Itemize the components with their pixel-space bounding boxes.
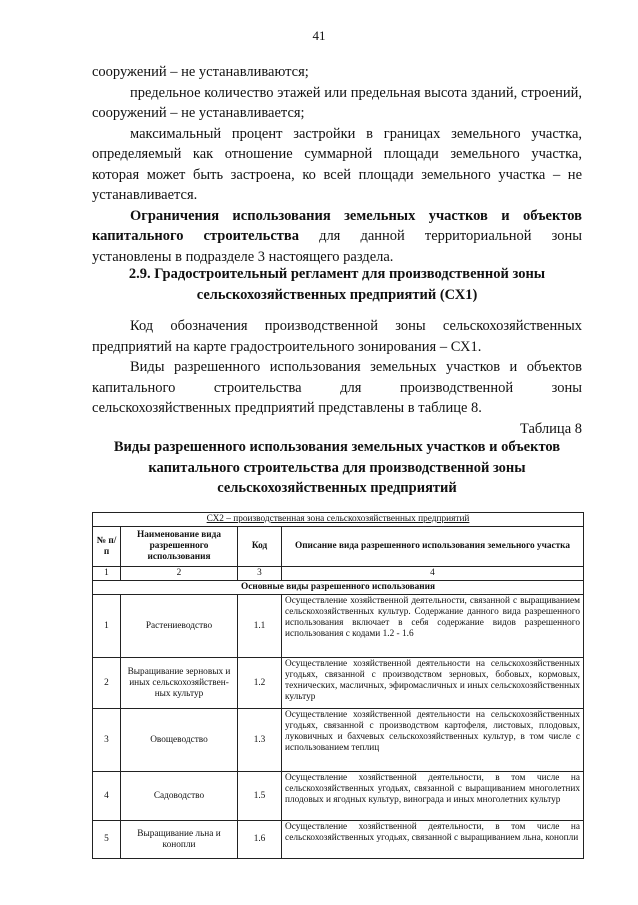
row-number: 5 — [93, 821, 121, 859]
header-name: Наименование вида разрешенного использования — [121, 527, 238, 567]
paragraph-4 — [92, 206, 582, 268]
row-number: 1 — [93, 595, 121, 658]
column-number-2: 2 — [121, 567, 238, 581]
table-row — [93, 772, 584, 821]
section-heading — [92, 264, 582, 305]
row-name: Выращивание зерновых и иных сельскохозяйственных культур — [121, 658, 238, 709]
zone-row — [93, 513, 584, 527]
paragraph-4-bold: Ограничения использования земельных участков и объектов капитального строительства — [92, 207, 582, 244]
column-number-4: 4 — [282, 567, 584, 581]
table-row — [93, 658, 584, 709]
row-name: Растениеводство — [121, 595, 238, 658]
zone-cell — [93, 513, 584, 527]
table-title — [92, 437, 582, 499]
row-code: 1.2 — [238, 658, 282, 709]
column-number-3: 3 — [238, 567, 282, 581]
row-number: 3 — [93, 709, 121, 772]
header-description: Описание вида разрешенного использования земельного участка — [282, 527, 584, 567]
row-description: Осуществление хозяйственной деятельности на сельскохозяйственных угодьях, связанной с производством картофеля, листовых, плодовых, луковичных и бахчевых сельскохозяйственных культур, в том числе с использованием теплиц — [282, 709, 584, 772]
header-row — [93, 527, 584, 567]
zone-title: СХ2 – производственная зона сельскохозяйственных предприятий — [206, 514, 470, 524]
row-description: Осуществление хозяйственной деятельности, в том числе на сельскохозяйственных угодьях, связанной с выращиванием многолетних плодовых и ягодных культур, винограда и иных многолетних культур — [282, 772, 584, 821]
table-label: Таблица 8 — [519, 420, 582, 437]
paragraph-1: сооружений – не устанавливаются; — [92, 64, 309, 80]
column-number-row — [93, 567, 584, 581]
column-number-1: 1 — [93, 567, 121, 581]
header-code: Код — [238, 527, 282, 567]
body-text-top — [92, 62, 582, 267]
paragraph-6: Виды разрешенного использования земельных участков и объектов капитального строительства для производственной зоны сельскохозяйственных предприятий представлены в таблице 8. — [92, 359, 582, 416]
table-title-line-2: капитального строительства для производственной зоны — [148, 459, 526, 476]
row-name: Выращивание льна и конопли — [121, 821, 238, 859]
body-text-middle — [92, 316, 582, 439]
paragraph-3: максимальный процент застройки в границах земельного участка, определяемый как отношение суммарной площади земельного участка, которая может быть застроена, ко всей площади земельного участка – не устанавливается. — [92, 125, 582, 203]
zoning-table — [92, 512, 584, 859]
table-title-line-1: Виды разрешенного использования земельных участков и объектов — [113, 439, 561, 455]
row-code: 1.5 — [238, 772, 282, 821]
paragraph-4-rest: для данной территориальной зоны установлены в подразделе 3 настоящего раздела. — [92, 228, 582, 265]
section-cell: Основные виды разрешенного использования — [93, 581, 584, 595]
paragraph-2: предельное количество этажей или предельная высота зданий, строений, сооружений – не устанавливается; — [92, 84, 582, 121]
row-code: 1.6 — [238, 821, 282, 859]
section-heading-line-2: сельскохозяйственных предприятий (СХ1) — [196, 286, 478, 303]
paragraph-5: Код обозначения производственной зоны сельскохозяйственных предприятий на карте градостроительного зонирования – СХ1. — [92, 318, 582, 355]
row-number: 4 — [93, 772, 121, 821]
row-name: Садоводство — [121, 772, 238, 821]
row-code: 1.1 — [238, 595, 282, 658]
section-heading-line-1: 2.9. Градостроительный регламент для производственной зоны — [128, 266, 546, 282]
row-code: 1.3 — [238, 709, 282, 772]
row-description: Осуществление хозяйственной деятельности на сельскохозяйственных угодьях, связанной с производством зерновых, бобовых, кормовых, технических, масличных, эфиромасличных и иных сельскохозяйственных культур — [282, 658, 584, 709]
section-row — [93, 581, 584, 595]
row-number: 2 — [93, 658, 121, 709]
row-name: Овощеводство — [121, 709, 238, 772]
header-number: № п/п — [93, 527, 121, 567]
table-row — [93, 709, 584, 772]
table-row — [93, 595, 584, 658]
table-title-line-3: сельскохозяйственных предприятий — [217, 480, 457, 496]
row-description: Осуществление хозяйственной деятельности, связанной с выращиванием сельскохозяйственных культур. Содержание данного вида разрешенного использования включает в себя содержание видов разрешенного использования с кодами 1.2 - 1.6 — [282, 595, 584, 658]
row-description: Осуществление хозяйственной деятельности, в том числе на сельскохозяйственных угодьях, связанной с выращиванием льна, конопли — [282, 821, 584, 859]
table-row — [93, 821, 584, 859]
page-number: 41 — [312, 28, 326, 43]
